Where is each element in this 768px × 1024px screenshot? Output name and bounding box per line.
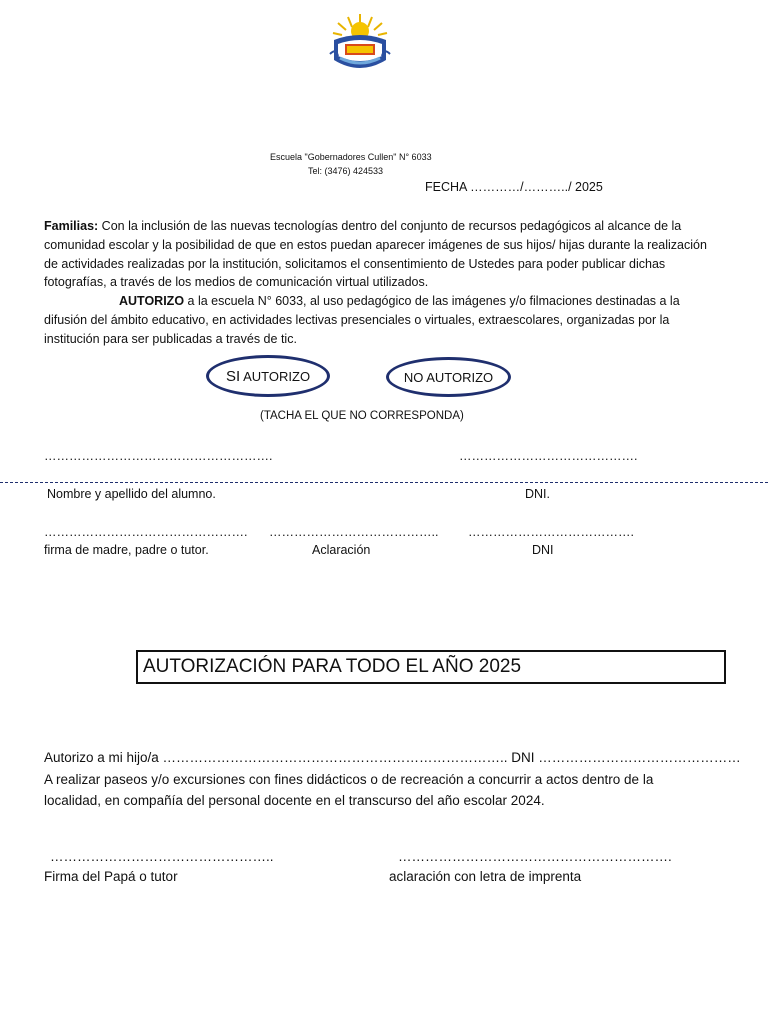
parent-dni-line: …………………………………. [468,525,634,539]
school-name: Escuela "Gobernadores Cullen" N° 6033 [270,152,432,162]
date-field: FECHA …………/………../ 2025 [425,180,603,194]
clarification-line: ………………………………….. [269,525,439,539]
parent-signature-label: Firma del Papá o tutor [44,869,178,884]
familias-paragraph [44,217,724,292]
student-dni-label: DNI. [525,487,550,501]
signature-line: …………………………………………. [44,525,248,539]
school-phone: Tel: (3476) 424533 [308,166,384,176]
student-name-line: ………………………………………………. [44,449,273,463]
tacha-note: (TACHA EL QUE NO CORRESPONDA) [260,410,464,422]
cut-line [0,482,768,483]
no-autorizo-option[interactable] [386,357,511,397]
si-autorizo-option[interactable] [206,355,330,397]
student-name-label: Nombre y apellido del alumno. [47,487,216,501]
authorize-child-line: Autorizo a mi hijo/a ………………………………………………………………….. DNI ……………………………………… [44,750,741,765]
familias-label: Familias: [44,219,99,233]
print-name-label: aclaración con letra de imprenta [389,869,582,884]
autorizo-paragraph [44,292,724,348]
autorizo-label: AUTORIZO [119,294,185,308]
parent-signature-line: ………………………………………….. [50,849,274,864]
excursions-paragraph: A realizar paseos y/o excursiones con fines didácticos o de recreación a concurrir a actos dentro de la localidad, en compañía del personal docente en el transcurso del año escolar 2024. [44,772,654,808]
school-logo-icon [328,12,392,74]
print-name-line: ……………………………………………………. [398,849,672,864]
no-autorizo-label: NO AUTORIZO [403,369,494,385]
si-autorizo-label: AUTORIZO [243,368,311,384]
autorizo-text: a la escuela N° 6033, al uso pedagógico de las imágenes y/o filmaciones destinadas a la difusión del ámbito educativo, en actividades lectivas presenciales o virtuales, extraescolares, organizadas por la institución para ser publicadas a través de tic. [44,294,680,346]
si-label: SI [225,367,241,385]
familias-text: Con la inclusión de las nuevas tecnologías dentro del conjunto de recursos pedagógicos al alcance de la comunidad escolar y la posibilidad de que en estos puedan aparecer imágenes de sus hijos/ hijas durante la realización de actividades realizadas por la institución, solicitamos el consentimiento de Ustedes para poder publicar dichas fotografías, a través de los medios de comunicación virtual utilizados. [44,219,707,290]
student-dni-line: ……………………………………. [459,449,638,463]
parent-dni-label: DNI [532,543,554,557]
clarification-label: Aclaración [312,543,371,557]
annual-authorization-title: AUTORIZACIÓN PARA TODO EL AÑO 2025 [136,650,726,684]
signature-label: firma de madre, padre o tutor. [44,543,209,557]
